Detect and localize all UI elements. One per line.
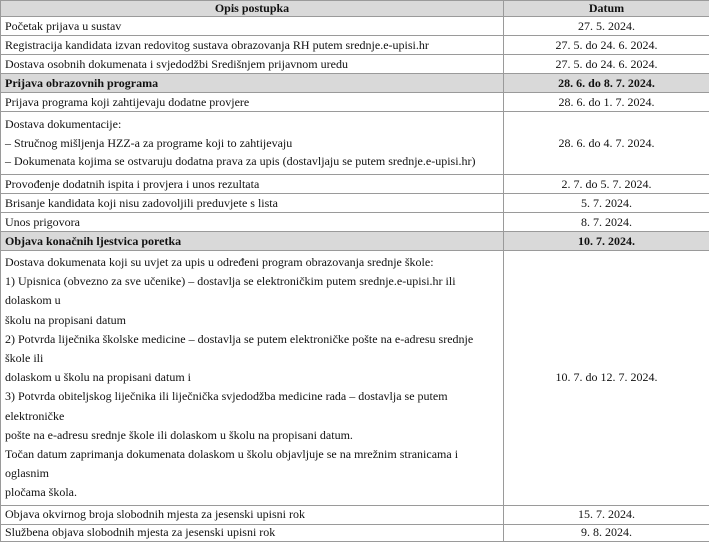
section-row <box>1 232 709 251</box>
row-description: Službena objava slobodnih mjesta za jesenski upisni rok <box>1 524 504 541</box>
desc-line: 2) Potvrda liječnika školske medicine – dostavlja se putem elektroničke pošte na e-adresu srednje škole ili <box>5 330 499 368</box>
table-row <box>1 251 709 506</box>
desc-line: 1) Upisnica (obvezno za sve učenike) – dostavlja se elektroničkim putem srednje.e-upisi.hr ili dolaskom u <box>5 272 499 310</box>
table-row <box>1 505 709 524</box>
table-row <box>1 524 709 541</box>
row-date: 28. 6. do 1. 7. 2024. <box>504 93 709 112</box>
section-date: 10. 7. 2024. <box>504 232 709 251</box>
desc-line: Dostava dokumenata koji su uvjet za upis u određeni program obrazovanja srednje škole: <box>5 253 499 272</box>
table-row <box>1 213 709 232</box>
desc-line: Točan datum zaprimanja dokumenata dolaskom u školu objavljuje se na mrežnim stranicama i oglasnim <box>5 445 499 483</box>
row-date: 9. 8. 2024. <box>504 524 709 541</box>
section-title: Prijava obrazovnih programa <box>1 74 504 93</box>
table-row <box>1 36 709 55</box>
row-description: Unos prigovora <box>1 213 504 232</box>
row-date: 5. 7. 2024. <box>504 194 709 213</box>
desc-line: pošte na e-adresu srednje škole ili dolaskom u školu na propisani datum. <box>5 426 499 445</box>
row-description: Objava okvirnog broja slobodnih mjesta za jesenski upisni rok <box>1 505 504 524</box>
desc-line: pločama škola. <box>5 483 499 502</box>
row-description: Dostava osobnih dokumenata i svjedodžbi Središnjem prijavnom uredu <box>1 55 504 74</box>
row-description <box>1 112 504 175</box>
row-date: 27. 5. 2024. <box>504 17 709 36</box>
table-row <box>1 175 709 194</box>
desc-line: – Dokumenata kojima se ostvaruju dodatna prava za upis (dostavljaju se putem srednje.e-upisi.hr) <box>5 152 499 170</box>
table-row <box>1 17 709 36</box>
row-description: Prijava programa koji zahtijevaju dodatne provjere <box>1 93 504 112</box>
header-date: Datum <box>504 1 709 17</box>
row-description <box>1 251 504 506</box>
row-description: Provođenje dodatnih ispita i provjera i unos rezultata <box>1 175 504 194</box>
table-row <box>1 194 709 213</box>
header-description: Opis postupka <box>1 1 504 17</box>
row-date: 2. 7. do 5. 7. 2024. <box>504 175 709 194</box>
row-date: 28. 6. do 4. 7. 2024. <box>504 112 709 175</box>
table-row <box>1 93 709 112</box>
row-description: Registracija kandidata izvan redovitog sustava obrazovanja RH putem srednje.e-upisi.hr <box>1 36 504 55</box>
desc-line: – Stručnog mišljenja HZZ-a za programe koji to zahtijevaju <box>5 134 499 152</box>
desc-line: školu na propisani datum <box>5 311 499 330</box>
desc-line: Dostava dokumentacije: <box>5 115 499 133</box>
section-row <box>1 74 709 93</box>
row-date: 27. 5. do 24. 6. 2024. <box>504 36 709 55</box>
header-row <box>1 1 709 17</box>
section-title: Objava konačnih ljestvica poretka <box>1 232 504 251</box>
table-row <box>1 112 709 175</box>
row-date: 27. 5. do 24. 6. 2024. <box>504 55 709 74</box>
row-date: 15. 7. 2024. <box>504 505 709 524</box>
section-date: 28. 6. do 8. 7. 2024. <box>504 74 709 93</box>
row-date: 8. 7. 2024. <box>504 213 709 232</box>
row-date: 10. 7. do 12. 7. 2024. <box>504 251 709 506</box>
row-description: Brisanje kandidata koji nisu zadovoljili preduvjete s lista <box>1 194 504 213</box>
row-description: Početak prijava u sustav <box>1 17 504 36</box>
desc-line: 3) Potvrda obiteljskog liječnika ili liječnička svjedodžba medicine rada – dostavlja se putem elektroničke <box>5 387 499 425</box>
desc-line: dolaskom u školu na propisani datum i <box>5 368 499 387</box>
table-row <box>1 55 709 74</box>
